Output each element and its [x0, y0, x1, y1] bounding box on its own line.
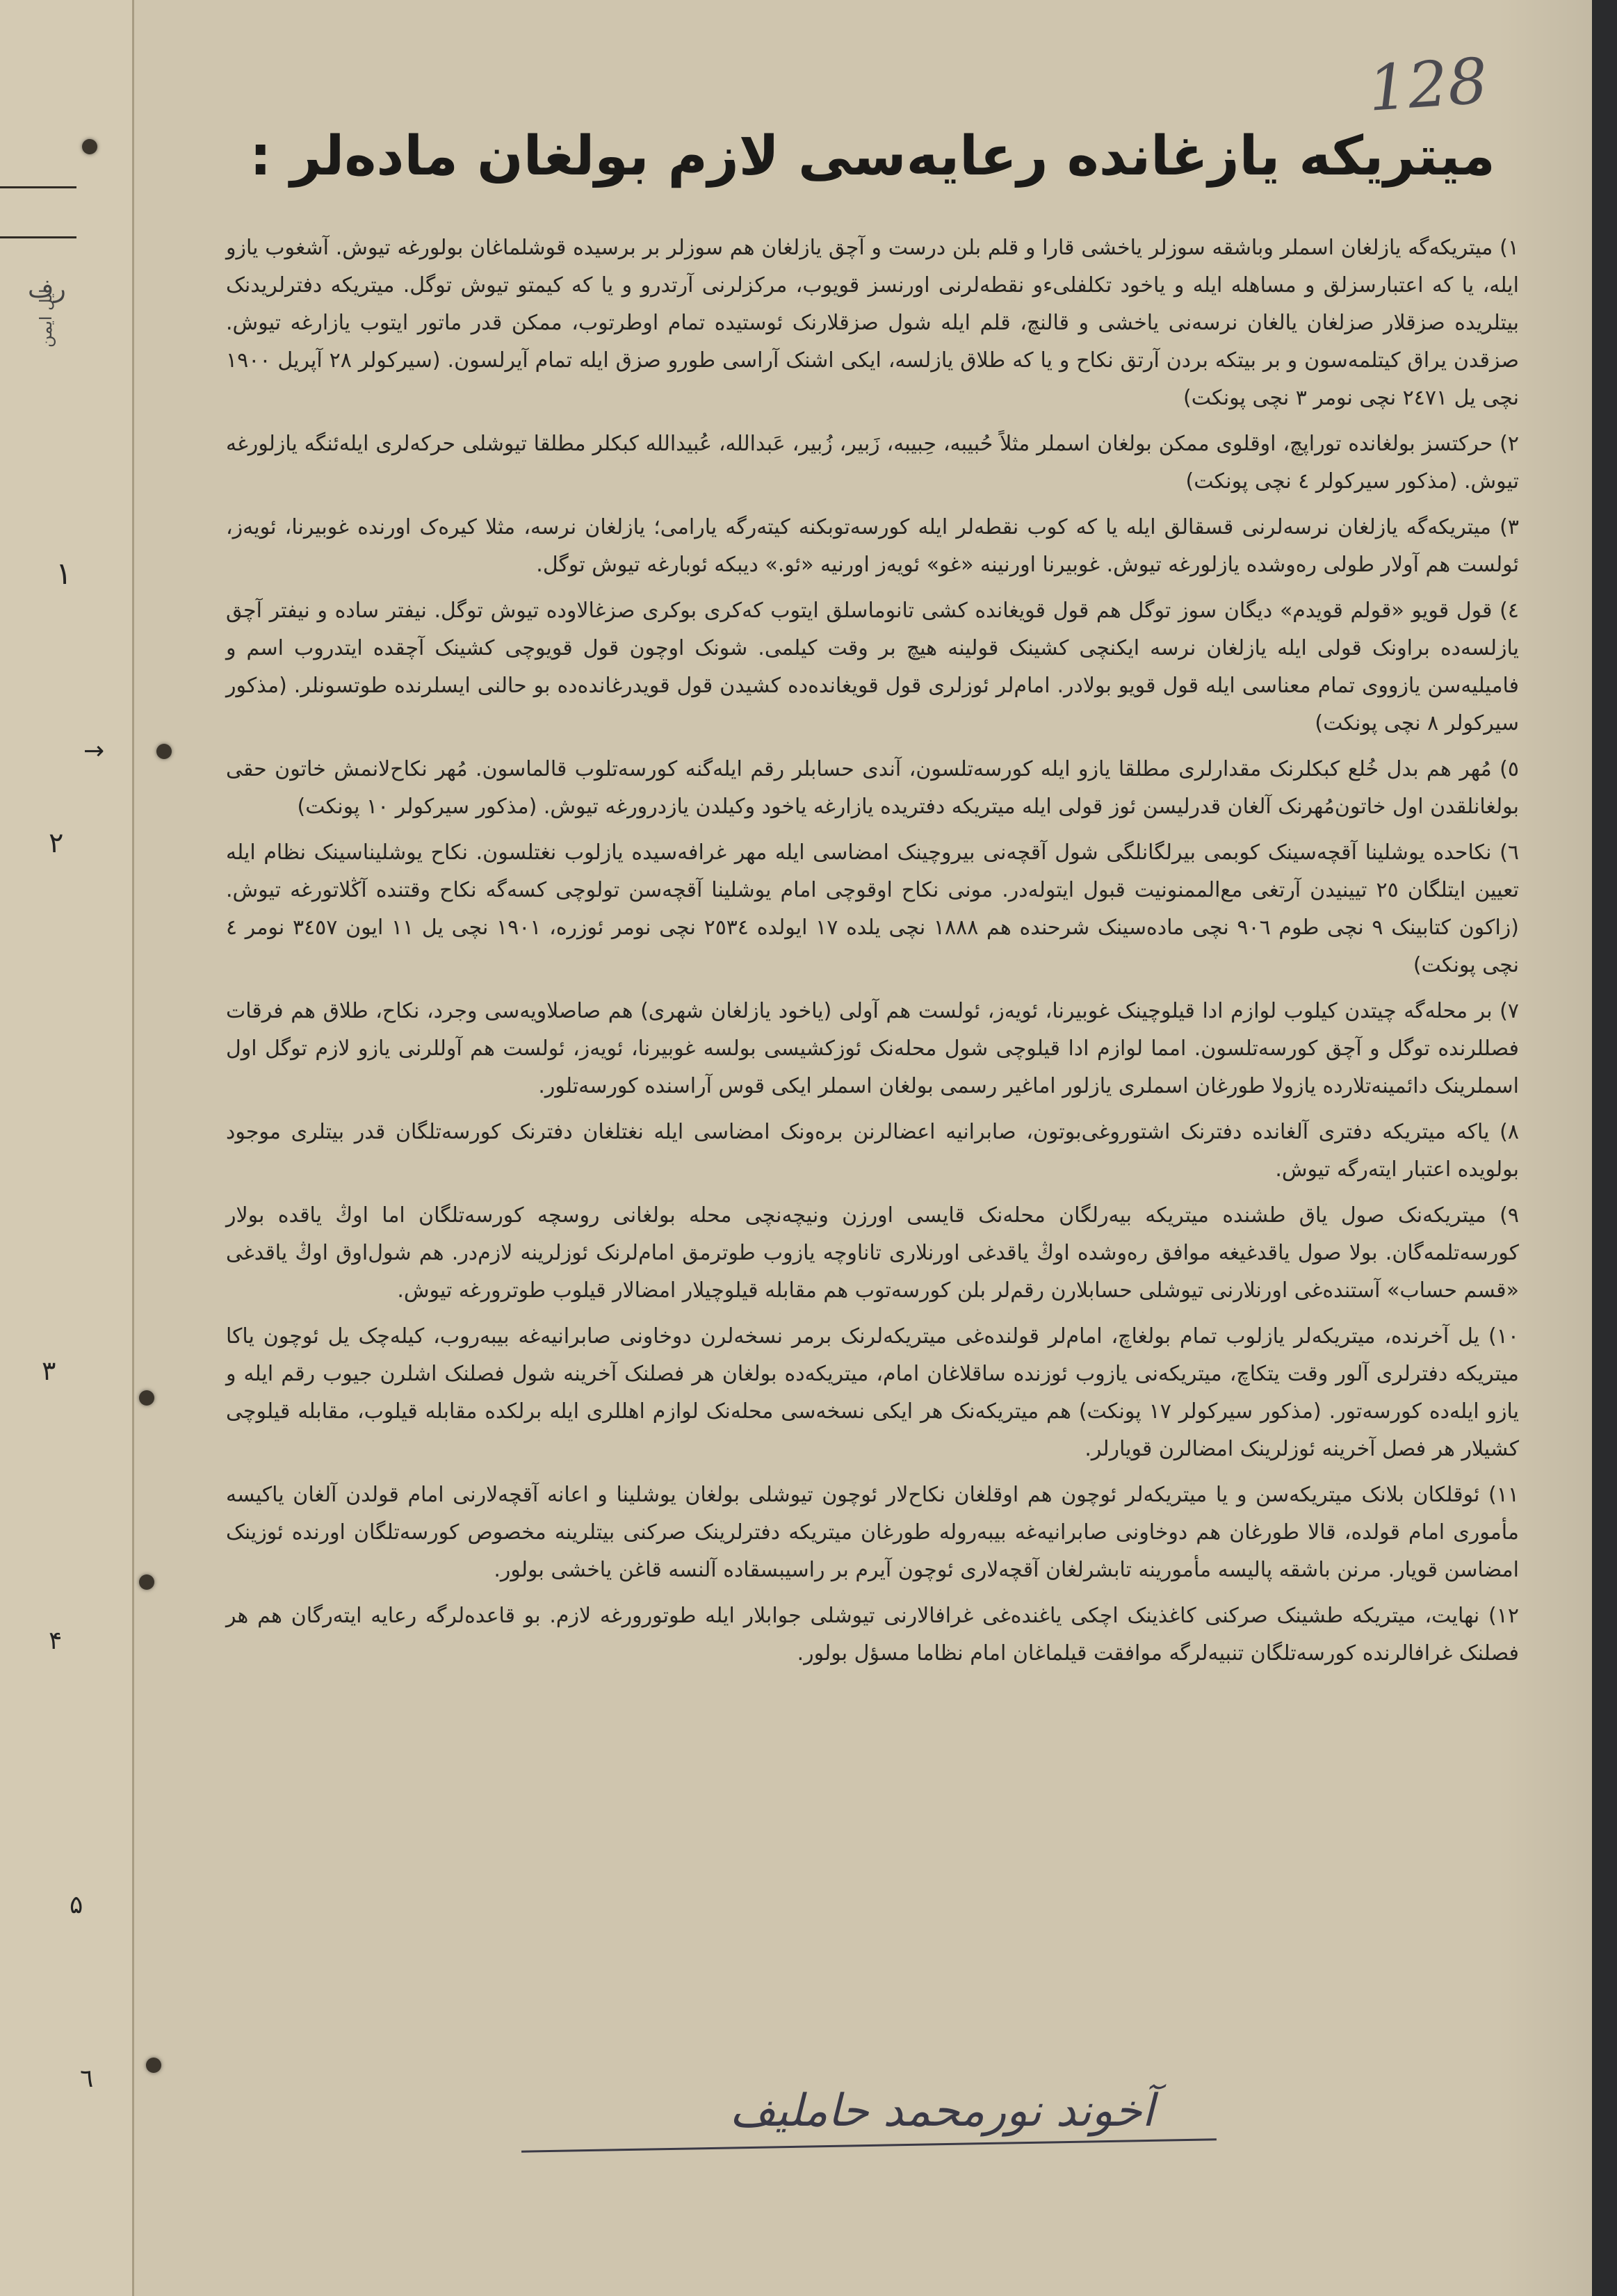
rules-list: [226, 229, 1519, 1681]
margin-mark: ۴: [49, 1627, 63, 1655]
rule-paragraph-12: ١٢) نهایت، میتریکه طشینک صرکنی کاغذینک اچکی یاغنده‌غی غرافالارنی تیوشلی جوابلار ایله طوتورورغه لازم. بو قاعده‌لرگه رعایه ایته‌رگان هم هر فصلنک غرافالرنده کورسه‌تلگان تنبیه‌لرگه موافقت قیلماغان امام نظاما مسؤل بولور.: [226, 1604, 1519, 1666]
page-title: میتریکه یازغانده رعایه‌سی لازم بولغان ماده‌لر :: [250, 125, 1495, 188]
margin-mark: ٦: [80, 2065, 94, 2093]
punch-hole: [82, 139, 97, 154]
margin-note-1: رف: [28, 275, 66, 303]
rule-paragraph-2: ٢) حرکتسز بولغانده توراپچ، اوقلوی ممکن بولغان اسملر مثلاً حُبیبه، حِبیبه، زَبیر، زُبیر، عَبدالله، عُبیدالله کبکلر مطلقا تیوشلی حرکه‌لری ایله‌ئنگه یازلورغه تیوش. (مذکور سیرکولر ٤ نچی پونکت): [226, 432, 1519, 494]
page-number: 128: [1365, 44, 1490, 126]
margin-mark: ۱: [56, 556, 72, 592]
signature: آخوند نورمحمد حاملیف: [729, 2085, 1155, 2137]
rule-paragraph-6: ٦) نکاحده یوشلینا آقچه‌سینک کوبمی بیرلگانلگی شول آقچه‌نی بیروچینک امضاسی ایله مهر غرافه‌سیده یازلوب نغتلسون. نکاح یوشلیناسینک نظام ایله تعیین ایتلگان ٢٥ تیینیدن آرتغی مع‌الممنونیت قبول ایتوله‌در. مونی نکاح اوقوچی امام یوشلینا آقچه‌سن تولوچی کسه‌گه نکاح وقتنده آڭلاتورغه تیوش. (زاکون کتابینک ٩ نچی طوم ٩٠٦ نچی ماده‌سینک شرحنده هم ١٨٨٨ نچی یلده ١٧ ایولده ٢٥٣٤ نچی نومر ئوزره، ١٩٠١ نچی یل ١١ ایون ٣٤٥٧ نومر ٤ نچی پونکت): [226, 840, 1520, 977]
rule-paragraph-4: ٤) قول قویو «قولم قویدم» دیگان سوز توگل هم قول قویغانده کشی تانوماسلق ایتوب که‌کری بوکری صزغالاوده تیوش توگل. نیفتر ساده و نیفتر آچق یازلسه‌ده براونک قولی ایله یازلغان نرسه ایکنچی کشینک قولینه هیچ بر وقت کیلمی. شونک اوچون قول قویوچی کشینک آچقده ایتدروب اسم و فامیلیه‌سن یازووی تمام معناسی ایله قول قویو بولادر. امام‌لر ئوزلری قول قویغانده‌ده کشیدن قول قویدرغانده‌ده بو حالنی ایسلرنده طوتسونلر. (مذکور سیرکولر ٨ نچی پونکت): [226, 599, 1519, 735]
rule-paragraph-8: ٨) یاکه میتریکه دفتری آلغانده دفترنک اشتوروغی‌بوتون، صابرانیه اعضالرنن بره‌ونک امضاسی ایله نغتلغان دفترنک کورسه‌تلگان قدر بیتلری موجود بولویده اعتبار ایته‌رگه تیوش.: [226, 1120, 1519, 1182]
margin-mark: →: [83, 737, 105, 765]
binding-line-mid: [0, 236, 76, 238]
binding-line-top: [0, 186, 76, 188]
margin-mark: ۲: [49, 827, 64, 859]
rule-paragraph-9: ٩) میتریکه‌نک صول یاق طشنده میتریکه بیه‌رلگان محله‌نک قایسی اورزن ونیچه‌نچی محله بولغانی روسچه کورسه‌تلگان اما اوڭ یاقده بولار کورسه‌تلمه‌گان. بولا صول یاقدغیغه موافق ره‌وشده اوڭ یاقدغی اورنلاری تاناوچه یازوب طوترمق امام‌لرنک ئوزلرینه لازم‌در. هم شول‌اوق اوڭ یاقدغی «قسم حساب» آستنده‌غی اورنلارنی تیوشلی حسابلارن رقم‌لر بلن کورسه‌توب هم مقابله قیلوچیلار امضالار قیلوب طوترورغه تیوش.: [226, 1203, 1519, 1303]
signature-flourish: [521, 2138, 1217, 2152]
rule-paragraph-11: ١١) ئوقلکان بلانک میتریکه‌سن و یا میتریکه‌لر ئوچون هم اوقلغان نکاح‌لار ئوچون تیوشلی بولغان یوشلینا و اعانه آقچه‌لارنی امام قولدن آلغان یاکیسه مأموری امام قولده، قالا طورغان هم دوخاونی صابرانیه‌غه بیبه‌روله طورغان میتریکه دفترلرینک صرکنی بیتلرینه مخصوص کورسه‌تلگان اورنده ئوزینک امضاسن قویار. مرنن باشقه پالیسه مأمورینه تابشرلغان آقچه‌لاری ئوچون آیرم بر راسیبسقاده آلنسه قاغن یاخشی بولور.: [226, 1483, 1519, 1582]
rule-paragraph-7: ٧) بر محله‌گه چیتدن کیلوب لوازم ادا قیلوچینک غوبیرنا، ئویه‌ز، ئولست هم آولی (یاخود یازلغان شهری) هم صاصلاویه‌سی وجرد، نکاح، طلاق هم فرقات فصللرنده توگل و آچق کورسه‌تلسون. امما لوازم ادا قیلوچی شول محله‌نک ئوزکشیسی بولسه غوبیرنا، ئویه‌ز، ئولست هم آوللرنی یازو لازم توگل اول اسملرینک دائمینه‌تلارده یازولا طورغان اسملری یازلور اماغیر رسمی بولغان اسملر ایکی قوس آراسنده کورسه‌تلور.: [226, 999, 1519, 1098]
margin-mark: ۵: [70, 1891, 83, 1919]
rule-paragraph-3: ٣) میتریکه‌گه یازلغان نرسه‌لرنی قسقالق ایله یا که کوب نقطه‌لر ایله کورسه‌توبکنه کیته‌رگه یارامی؛ یازلغان نرسه، مثلا کیره‌ک اورنده غوبیرنا، ئویه‌ز، ئولست هم آولار طولی ره‌وشده یازلورغه تیوش. غوبیرنا اورنینه «غو» ئویه‌ز اورنیه «ئو.» دیبکه ئوبارغه تیوش توگل.: [226, 515, 1519, 577]
margin-mark: ۳: [42, 1355, 56, 1386]
rule-paragraph-10: ١٠) یل آخرنده، میتریکه‌لر یازلوب تمام بولغاچ، امام‌لر قولنده‌غی میتریکه‌لرنک برمر نسخه‌لرن دوخاونی صابرانیه‌غه بیبه‌روب، کیله‌چک یل ئوچون یاکا میتریکه دفترلری آلور وقت یتکاچ، میتریکه‌نی یازوب ئوزنده ساقلاغان امام، میتریکه‌ده بولغان هر فصلنک آخرینه شول فصلنک اشلرن جیوب رقم ایله و یازو ایله‌ده کورسه‌تور. (مذکور سیرکولر ١٧ پونکت) هم میتریکه‌نک هر ایکی نسخه‌سی محله‌نک لوازم اهللری ایله برلکده مقابله قیلوب، مقابله قیلوچی کشیلار هر فصل آخرینه ئوزلرینک امضالرن قویارلر.: [226, 1324, 1519, 1461]
main-content: [136, 0, 1592, 2296]
rule-paragraph-1: ١) میتریکه‌گه یازلغان اسملر وباشقه سوزلر یاخشی قارا و قلم بلن درست و آچق یازلغان هم سوزلر بر برسیده قوشلماغان بولورغه تیوش. آشغوب یازو ایله، یا که اعتبارسزلق و مساهله ایله و یاخود تکلفلی‌ءو نقطه‌لرنی اورنسز قویوب، مرکزلرنی آرتدرو و یا که کیمتو تیوش توگل. میتریکه دفترلریدنک بیتلریده صزقلار صزلغان یالغان نرسه‌نی یاخشی و قالنچ، قلم ایله شول صزقلارنک ئوستیده تمام اوطرتوب، ممکن قدر ماتور ایتوب یازارغه تیوش. صزقدن یراق کیتلمه‌سون و بر بیتکه بردن آرتق نکاح و یا که طلاق یازلسه، ایکی اشنک آراسی طورو صزق ایله تمام آیرلسون. (سیرکولر ٢٨ آپریل ١٩٠٠ نچی یل ٢٤٧١ نچی نومر ٣ نچی پونکت): [226, 236, 1519, 410]
left-margin-strip: [0, 0, 134, 2296]
margin-note-2: ایل ایمن: [36, 288, 56, 348]
rule-paragraph-5: ٥) مُهر هم بدل خُلع کبکلرنک مقدارلری مطلقا یازو ایله کورسه‌تلسون، آندی حسابلر رقم ایله‌گنه کورسه‌تلوب قالماسون. مُهر نکاح‌لانمش خاتون حقی بولغانلقدن اول خاتون‌مُهرنک آلغان قدرلیسن ئوز قولی ایله میتریکه دفتریده یازارغه یاخود وکیلدن یازدرورغه تیوش. (مذکور سیرکولر ١٠ پونکت): [226, 757, 1519, 819]
